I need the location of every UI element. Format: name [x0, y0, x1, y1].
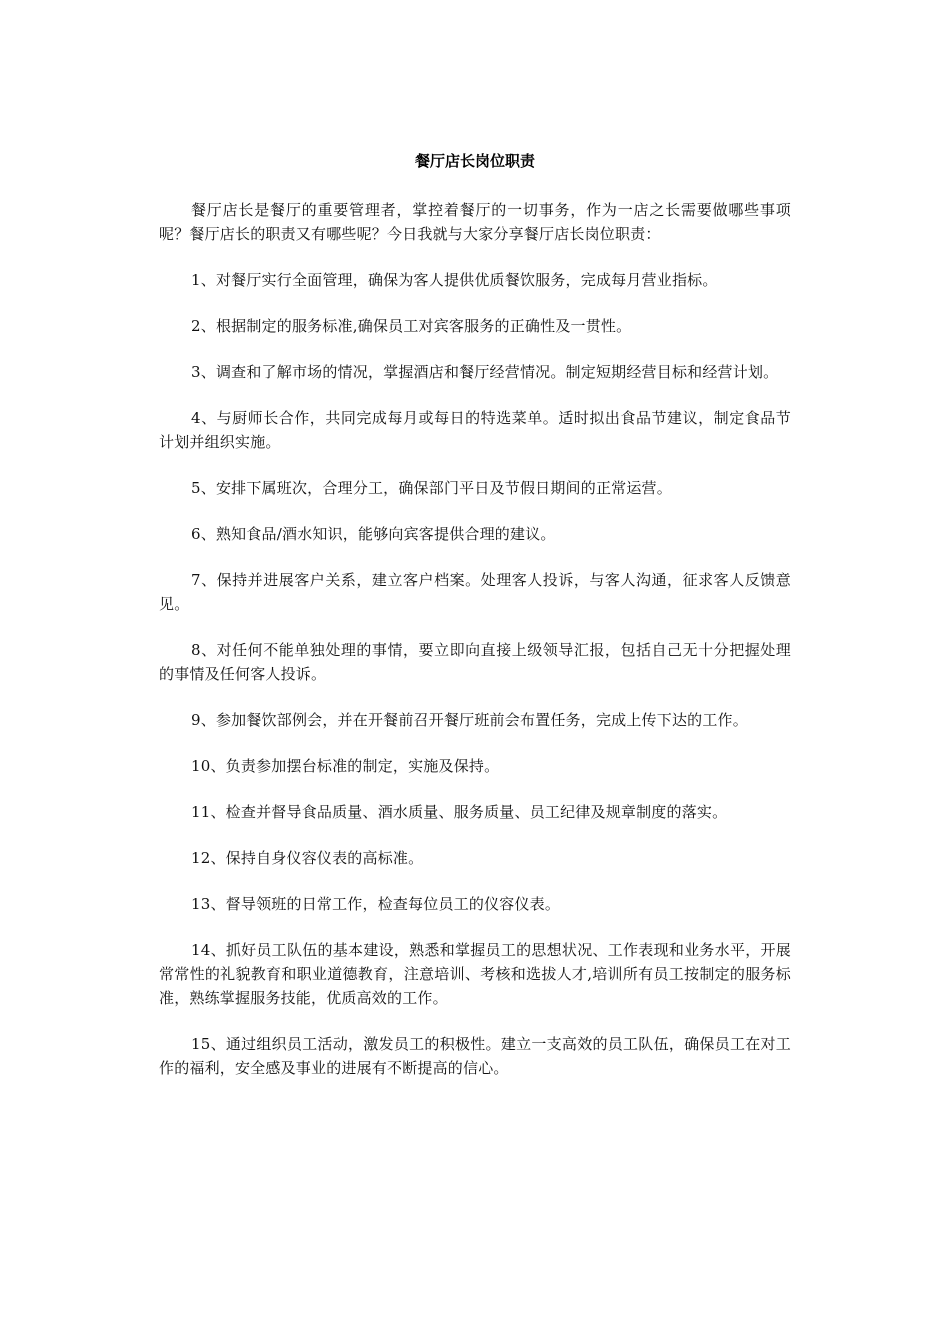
duty-item-4: 4、与厨师长合作，共同完成每月或每日的特选菜单。适时拟出食品节建议，制定食品节计划并组织实施。	[159, 409, 791, 451]
duty-item-10: 10、负责参加摆台标准的制定，实施及保持。	[191, 757, 500, 775]
duty-item-3: 3、调查和了解市场的情况，掌握酒店和餐厅经营情况。制定短期经营目标和经营计划。	[191, 363, 779, 381]
duty-item-1: 1、对餐厅实行全面管理，确保为客人提供优质餐饮服务，完成每月营业指标。	[191, 271, 718, 289]
duty-item-7: 7、保持并进展客户关系，建立客户档案。处理客人投诉，与客人沟通，征求客人反馈意见。	[159, 571, 791, 613]
document-title: 餐厅店长岗位职责	[414, 152, 535, 170]
duty-item-13: 13、督导领班的日常工作，检查每位员工的仪容仪表。	[191, 895, 561, 913]
duty-item-14: 14、抓好员工队伍的基本建设，熟悉和掌握员工的思想状况、工作表现和业务水平，开展常常性的礼貌教育和职业道德教育，注意培训、考核和选拔人才,培训所有员工按制定的服务标准，熟练掌握服务技能，优质高效的工作。	[159, 941, 791, 1007]
duty-item-12: 12、保持自身仪容仪表的高标准。	[191, 849, 424, 867]
duty-item-5: 5、安排下属班次，合理分工，确保部门平日及节假日期间的正常运营。	[191, 479, 672, 497]
duty-item-6: 6、熟知食品/酒水知识，能够向宾客提供合理的建议。	[191, 525, 556, 543]
duty-item-2: 2、根据制定的服务标准,确保员工对宾客服务的正确性及一贯性。	[191, 317, 632, 335]
duty-item-8: 8、对任何不能单独处理的事情，要立即向直接上级领导汇报，包括自己无十分把握处理的事情及任何客人投诉。	[159, 641, 791, 683]
duty-item-11: 11、检查并督导食品质量、酒水质量、服务质量、员工纪律及规章制度的落实。	[191, 803, 728, 821]
duty-item-9: 9、参加餐饮部例会，并在开餐前召开餐厅班前会布置任务，完成上传下达的工作。	[191, 711, 748, 729]
duty-item-15: 15、通过组织员工活动，激发员工的积极性。建立一支高效的员工队伍，确保员工在对工作的福利，安全感及事业的进展有不断提高的信心。	[159, 1035, 791, 1077]
document-body	[159, 198, 791, 1102]
intro-paragraph: 餐厅店长是餐厅的重要管理者，掌控着餐厅的一切事务，作为一店之长需要做哪些事项呢？餐厅店长的职责又有哪些呢？今日我就与大家分享餐厅店长岗位职责：	[159, 201, 791, 243]
